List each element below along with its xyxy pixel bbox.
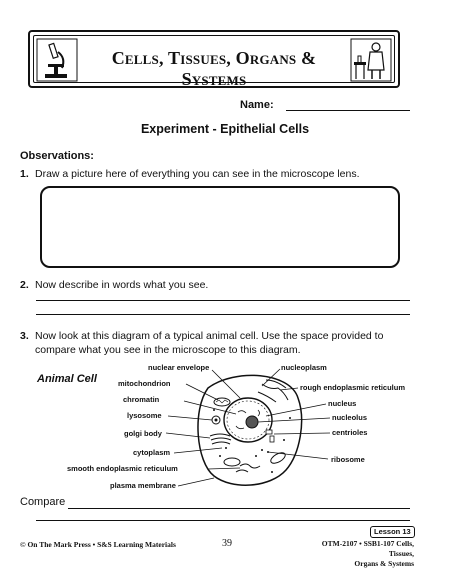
question-text: Now look at this diagram of a typical animal cell. Use the space provided to compare what you see in the microscope to this diagram. (35, 330, 384, 356)
drawing-box[interactable] (40, 186, 400, 268)
compare-line[interactable] (68, 508, 410, 509)
page-title: Experiment - Epithelial Cells (140, 122, 310, 136)
question-3 (20, 329, 425, 357)
label-centrioles: centrioles (332, 428, 368, 437)
footer-product-line: OTM-2107 • SSB1-107 Cells, Tissues, (321, 539, 414, 558)
label-cytoplasm: cytoplasm (133, 448, 171, 457)
lesson-badge: Lesson 13 (370, 526, 415, 538)
footer-product-line: Organs & Systems (354, 559, 414, 568)
label-nucleus: nucleus (328, 399, 357, 408)
label-plasma-membrane: plasma membrane (110, 481, 176, 490)
name-label: Name: (240, 99, 274, 111)
banner-title: Cells, Tissues, Organs & Systems (111, 48, 317, 89)
scientist-icon (350, 38, 392, 82)
label-nuclear-envelope: nuclear envelope (148, 363, 210, 372)
label-rough-er: rough endoplasmic reticulum (300, 383, 406, 392)
label-nucleolus: nucleolus (332, 413, 368, 422)
question-text: Draw a picture here of everything you can see in the microscope lens. (35, 168, 360, 180)
label-smooth-er: smooth endoplasmic reticulum (67, 464, 178, 473)
title-banner (28, 30, 400, 88)
question-2 (20, 278, 208, 292)
animal-cell-diagram (0, 360, 450, 495)
label-ribosome: ribosome (331, 455, 365, 464)
diagram-title: Animal Cell (37, 373, 97, 385)
compare-label: Compare (20, 496, 66, 508)
name-blank-line[interactable] (286, 110, 410, 111)
question-number: 1. (20, 168, 29, 180)
nucleolus-shape (246, 416, 258, 428)
observations-heading: Observations: (20, 150, 94, 162)
answer-line[interactable] (36, 314, 410, 315)
answer-line[interactable] (36, 300, 410, 301)
label-chromatin: chromatin (123, 395, 160, 404)
label-nucleoplasm: nucleoplasm (281, 363, 327, 372)
footer-product-code (296, 539, 414, 569)
question-1 (20, 167, 360, 181)
question-number: 3. (20, 330, 29, 342)
footer-copyright: © On The Mark Press • S&S Learning Materials (20, 540, 176, 549)
question-number: 2. (20, 279, 29, 291)
page-number: 39 (222, 538, 232, 549)
label-mitochondrion: mitochondrion (118, 379, 171, 388)
label-lysosome: lysosome (127, 411, 162, 420)
compare-line[interactable] (36, 520, 410, 521)
question-text: Now describe in words what you see. (35, 279, 209, 291)
label-golgi-body: golgi body (124, 429, 162, 438)
microscope-icon (36, 38, 78, 82)
